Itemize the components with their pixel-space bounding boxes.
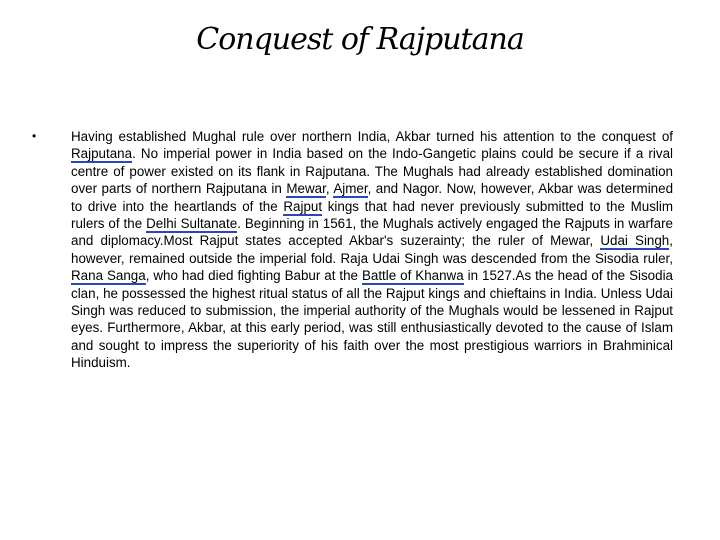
paragraph-text: , and Nagor. Now, however, Akbar was determined to drive into the heartlands of the	[71, 181, 674, 214]
bullet-marker: •	[32, 129, 37, 143]
page-title: Conquest of Rajputana	[196, 22, 524, 57]
link-ajmer[interactable]: Ajmer	[333, 181, 368, 197]
paragraph-text: , however, remained outside the imperial fold. Raja Udai Singh was descended from the Sisodia ruler,	[71, 233, 673, 266]
link-delhi-sultanate[interactable]: Delhi Sultanate	[146, 216, 238, 232]
link-rajput[interactable]: Rajput	[283, 198, 323, 214]
link-udai-singh[interactable]: Udai Singh	[600, 233, 670, 249]
paragraph-text: ,	[325, 181, 334, 197]
link-battle-of-khanwa[interactable]: Battle of Khanwa	[361, 268, 464, 284]
link-rana-sanga[interactable]: Rana Sanga	[71, 268, 146, 284]
link-rajputana[interactable]: Rajputana	[71, 146, 133, 162]
paragraph-text: , who had died fighting Babur at the	[145, 268, 362, 284]
body-paragraph	[71, 128, 673, 372]
paragraph-text: . No imperial power in India based on the Indo-Gangetic plains could be secure if a rival centre of power existed on its flank in Rajputana. The Mughals had already established domination over parts of northern Rajputana in	[71, 146, 673, 197]
paragraph-text: . Beginning in 1561, the Mughals actively engaged the Rajputs in warfare and diplomacy.Most Rajput states accepted Akbar's suzerainty; the ruler of Mewar,	[71, 216, 673, 249]
link-mewar[interactable]: Mewar	[286, 181, 326, 197]
paragraph-text: Having established Mughal rule over northern India, Akbar turned his attention to the conquest of	[71, 129, 673, 144]
paragraph-text: kings that had never previously submitted to the Muslim rulers of the	[71, 198, 673, 232]
paragraph-text: in 1527.As the head of the Sisodia clan, he possessed the highest ritual status of all the Rajput kings and chieftains in India. Unless Udai Singh was reduced to submission, the imperial authority of the Mughals would be lessened in Rajput eyes. Furthermore, Akbar, at this early period, was still enthusiastically devoted to the cause of Islam and sought to impress the superiority of his faith over the most prestigious warriors in Brahminical Hinduism.	[71, 268, 673, 371]
